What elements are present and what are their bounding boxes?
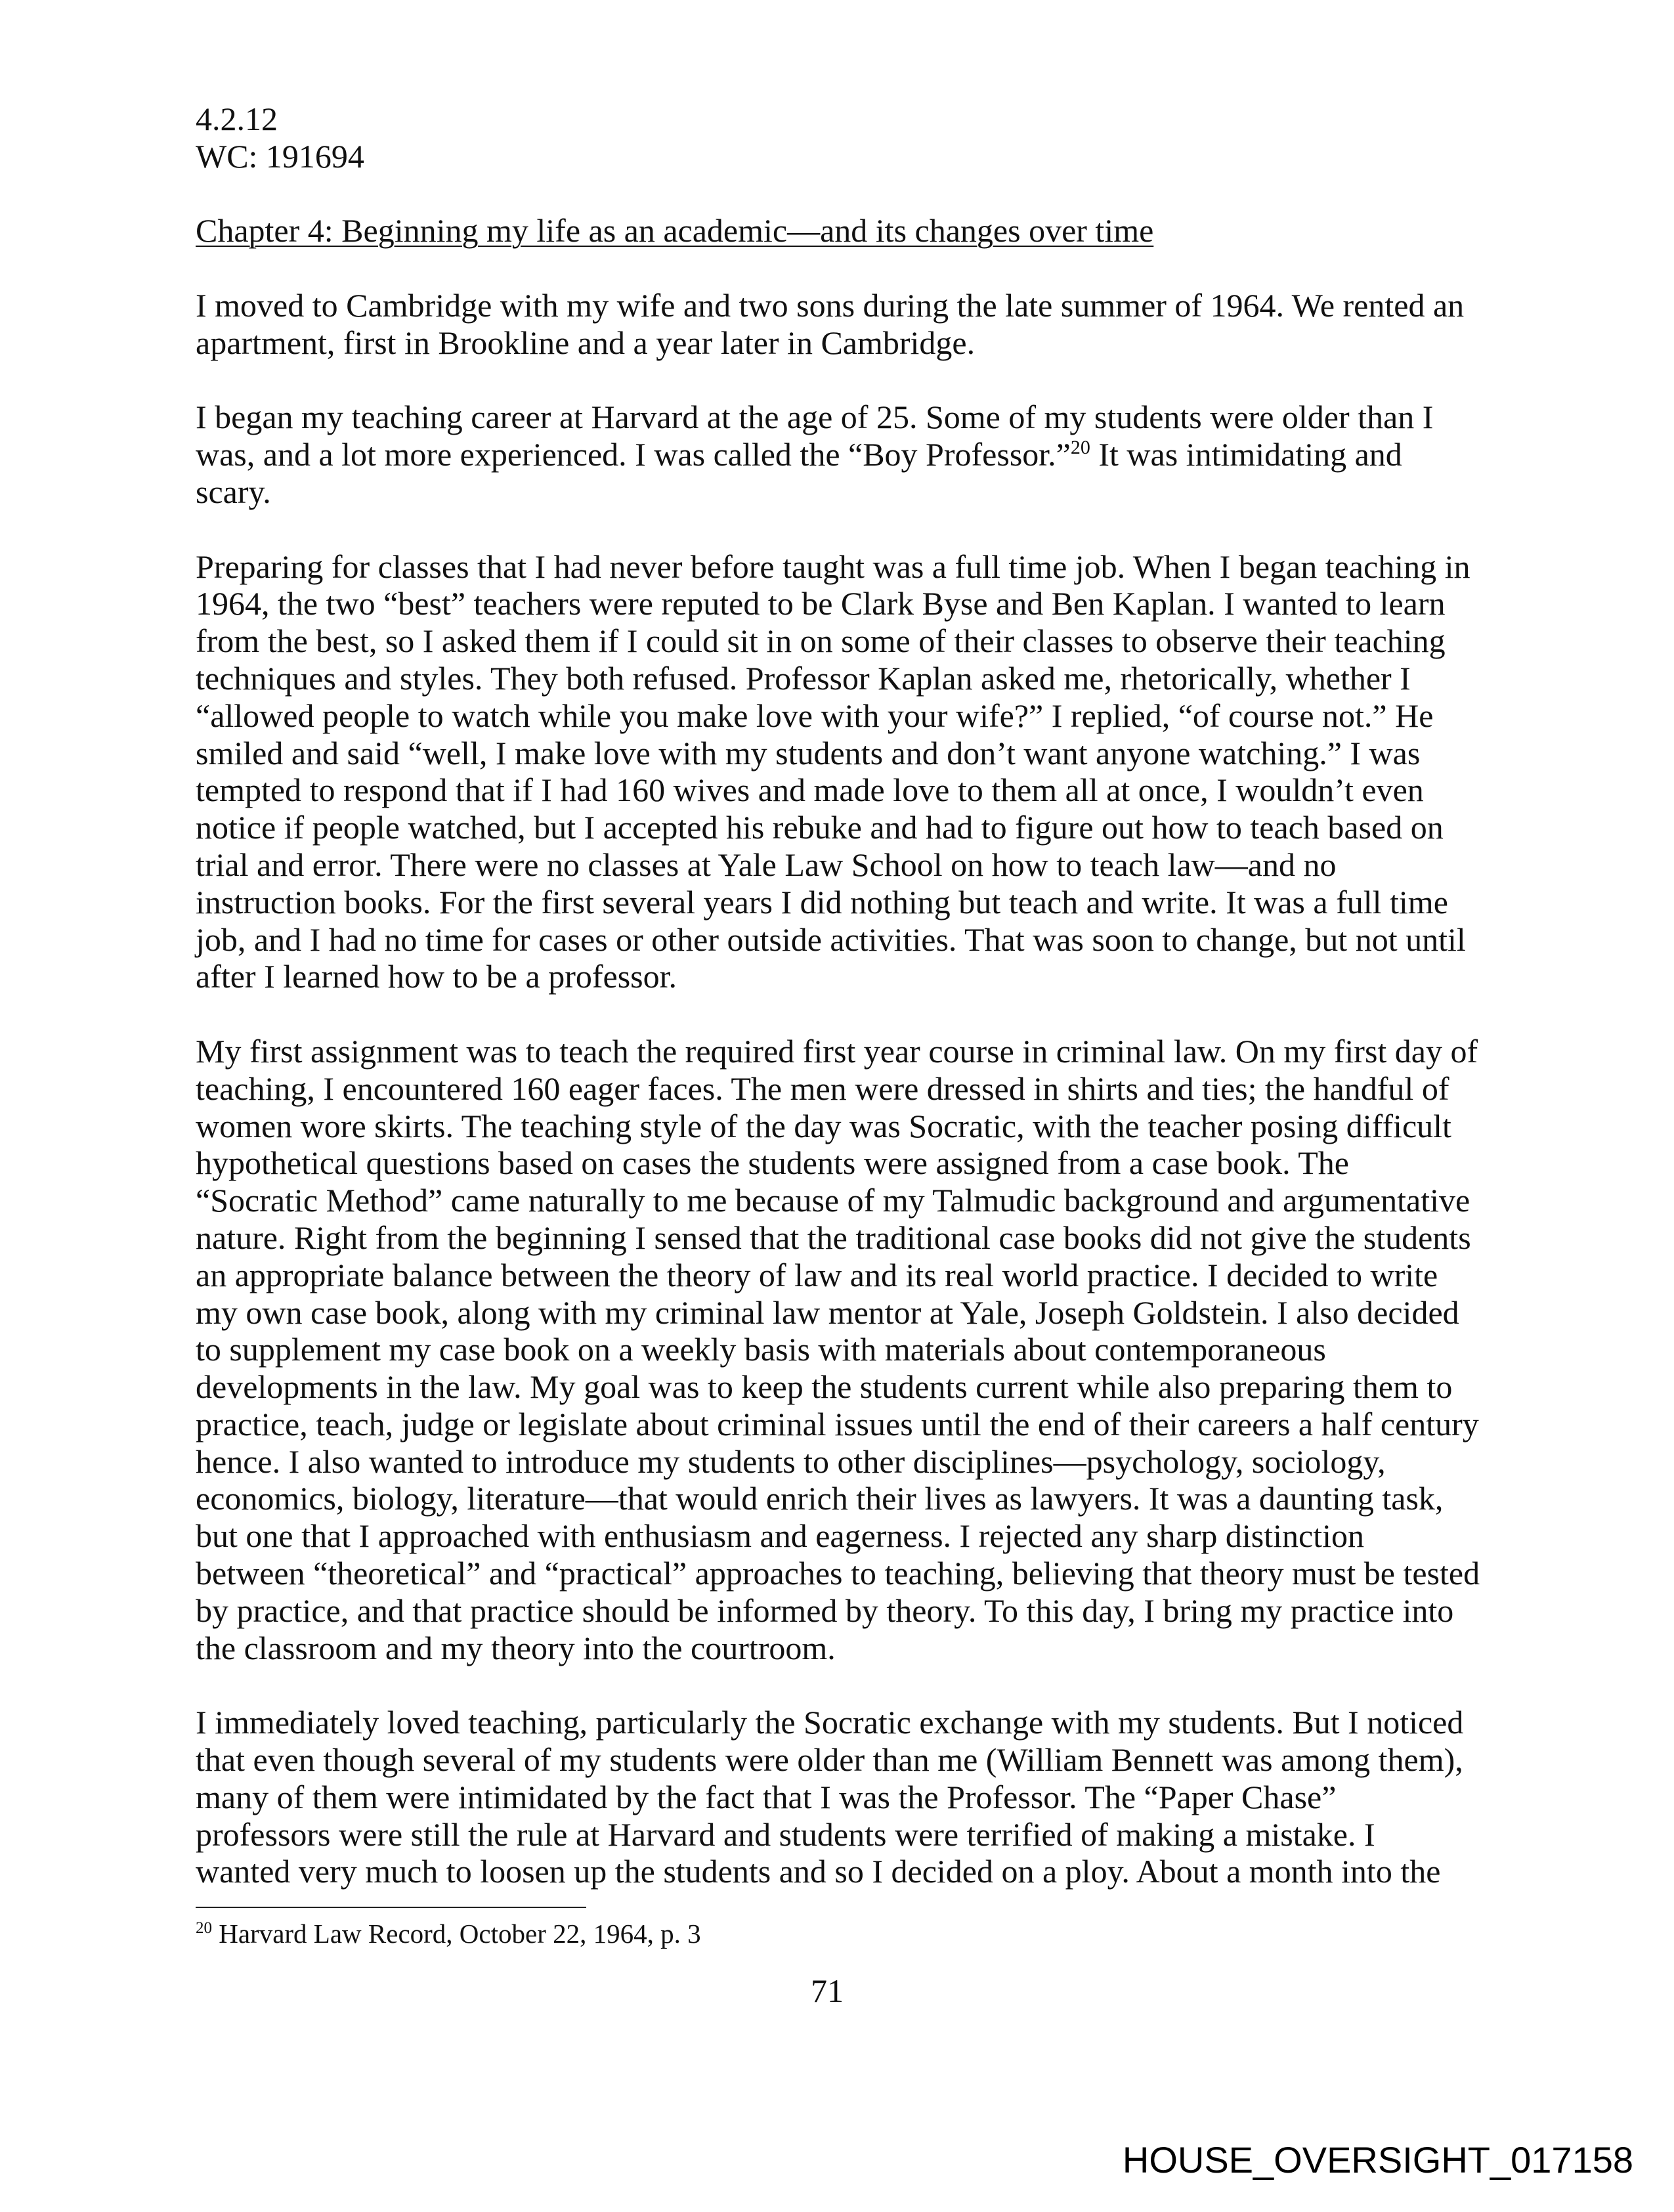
- text-line: tempted to respond that if I had 160 wives and made love to them all at once, I wouldn’t even: [196, 771, 1424, 809]
- text-line: economics, biology, literature—that would enrich their lives as lawyers. It was a daunting task,: [196, 1480, 1444, 1517]
- text-line: my own case book, along with my criminal law mentor at Yale, Joseph Goldstein. I also decided: [196, 1293, 1459, 1331]
- page-number: 71: [811, 1972, 844, 2009]
- paragraph-3: [196, 548, 1509, 996]
- text-line: an appropriate balance between the theory of law and its real world practice. I decided to write: [196, 1256, 1438, 1293]
- text-line: between “theoretical” and “practical” approaches to teaching, believing that theory must be tested: [196, 1555, 1480, 1592]
- text-line: I began my teaching career at Harvard at the age of 25. Some of my students were older than I: [196, 399, 1434, 436]
- document-body: [196, 100, 1509, 1890]
- word-count: WC: 191694: [196, 137, 364, 175]
- footnote-text: Harvard Law Record, October 22, 1964, p. 3: [212, 1919, 701, 1949]
- text-line: teaching, I encountered 160 eager faces. The men were dressed in shirts and ties; the handful of: [196, 1070, 1449, 1107]
- paragraph-2: [196, 399, 1509, 510]
- text-line: Preparing for classes that I had never before taught was a full time job. When I began teaching in: [196, 548, 1470, 585]
- text-line-with-footnote: [196, 436, 1509, 473]
- footnote-number: 20: [196, 1919, 212, 1937]
- text-line: the classroom and my theory into the courtroom.: [196, 1629, 836, 1666]
- text-line: nature. Right from the beginning I sensed that the traditional case books did not give the students: [196, 1219, 1471, 1256]
- text-line: but one that I approached with enthusiasm and eagerness. I rejected any sharp distinction: [196, 1517, 1364, 1555]
- text-line: “allowed people to watch while you make love with your wife?” I replied, “of course not.” He: [196, 697, 1434, 734]
- text-line: hypothetical questions based on cases the students were assigned from a case book. The: [196, 1144, 1349, 1182]
- text-line: after I learned how to be a professor.: [196, 958, 677, 995]
- paragraph-5: [196, 1704, 1509, 1890]
- text-line: professors were still the rule at Harvard and students were terrified of making a mistake. I: [196, 1815, 1375, 1853]
- text-line: many of them were intimidated by the fact that I was the Professor. The “Paper Chase”: [196, 1778, 1337, 1815]
- paragraph-1: [196, 287, 1509, 362]
- text-line: developments in the law. My goal was to keep the students current while also preparing them to: [196, 1368, 1453, 1406]
- text-line: women wore skirts. The teaching style of the day was Socratic, with the teacher posing difficult: [196, 1107, 1451, 1144]
- text-line: apartment, first in Brookline and a year later in Cambridge.: [196, 324, 976, 361]
- text-line: from the best, so I asked them if I could sit in on some of their classes to observe their teaching: [196, 622, 1446, 660]
- text-line: scary.: [196, 473, 271, 510]
- text-line: to supplement my case book on a weekly basis with materials about contemporaneous: [196, 1331, 1326, 1368]
- text-line: techniques and styles. They both refused. Professor Kaplan asked me, rhetorically, whether I: [196, 659, 1411, 697]
- text-line: practice, teach, judge or legislate about criminal issues until the end of their careers a half century: [196, 1405, 1479, 1442]
- paragraph-4: [196, 1033, 1509, 1667]
- footnote: [196, 1917, 701, 1950]
- text-line: that even though several of my students were older than me (William Bennett was among them),: [196, 1741, 1463, 1779]
- chapter-title: Chapter 4: Beginning my life as an academic—and its changes over time: [196, 212, 1154, 249]
- text-line: wanted very much to loosen up the students and so I decided on a ploy. About a month into the: [196, 1853, 1441, 1890]
- text-line: I immediately loved teaching, particularly the Socratic exchange with my students. But I noticed: [196, 1704, 1464, 1741]
- draft-date: 4.2.12: [196, 100, 278, 137]
- bates-number: HOUSE_OVERSIGHT_017158: [1122, 2139, 1633, 2180]
- footnote-reference[interactable]: 20: [1070, 437, 1090, 459]
- text-segment: was, and a lot more experienced. I was called the “Boy Professor.”: [196, 436, 1071, 473]
- text-segment: It was intimidating and: [1090, 436, 1402, 473]
- text-line: smiled and said “well, I make love with my students and don’t want anyone watching.” I was: [196, 734, 1421, 771]
- text-line: job, and I had no time for cases or other outside activities. That was soon to change, but not until: [196, 921, 1466, 958]
- text-line: I moved to Cambridge with my wife and two sons during the late summer of 1964. We rented an: [196, 286, 1465, 324]
- text-line: My first assignment was to teach the required first year course in criminal law. On my first day of: [196, 1032, 1478, 1070]
- text-line: instruction books. For the first several years I did nothing but teach and write. It was a full time: [196, 883, 1448, 921]
- text-line: notice if people watched, but I accepted his rebuke and had to figure out how to teach based on: [196, 809, 1444, 846]
- footnote-separator: [196, 1907, 586, 1908]
- text-line: “Socratic Method” came naturally to me because of my Talmudic background and argumentative: [196, 1182, 1470, 1219]
- text-line: hence. I also wanted to introduce my students to other disciplines—psychology, sociology,: [196, 1442, 1386, 1480]
- text-line: 1964, the two “best” teachers were reputed to be Clark Byse and Ben Kaplan. I wanted to learn: [196, 585, 1446, 622]
- text-line: by practice, and that practice should be informed by theory. To this day, I bring my practice into: [196, 1592, 1454, 1629]
- text-line: trial and error. There were no classes at Yale Law School on how to teach law—and no: [196, 846, 1337, 883]
